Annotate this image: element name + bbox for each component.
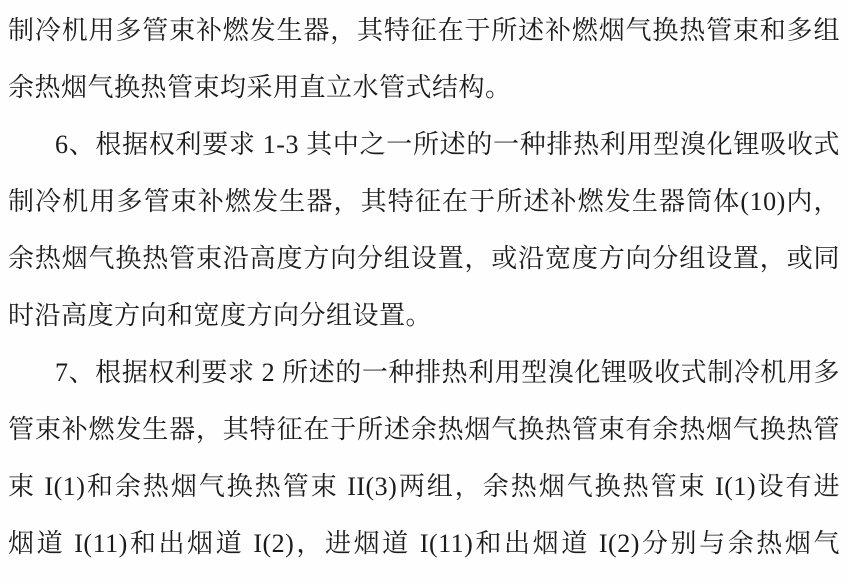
claim-7-start-line: 7、根据权利要求 2 所述的一种排热利用型溴化锂吸收式制冷机用多	[55, 358, 840, 387]
text-line: 制冷机用多管束补燃发生器，其特征在于所述补燃发生器筒体(10)内，	[8, 187, 840, 216]
text-line: 制冷机用多管束补燃发生器，其特征在于所述补燃烟气换热管束和多组	[8, 16, 840, 45]
text-line: 烟道 I(11)和出烟道 I(2)，进烟道 I(11)和出烟道 I(2)分别与余热烟气	[8, 529, 840, 558]
text-line: 束 I(1)和余热烟气换热管束 II(3)两组，余热烟气换热管束 I(1)设有进	[8, 472, 840, 501]
claim-6-start-line: 6、根据权利要求 1-3 其中之一所述的一种排热利用型溴化锂吸收式	[55, 130, 840, 159]
text-line: 管束补燃发生器，其特征在于所述余热烟气换热管束有余热烟气换热管	[8, 415, 840, 444]
text-line: 余热烟气换热管束沿高度方向分组设置，或沿宽度方向分组设置，或同	[8, 244, 840, 273]
text-line: 时沿高度方向和宽度方向分组设置。	[8, 301, 433, 330]
text-line: 余热烟气换热管束均采用直立水管式结构。	[8, 73, 512, 102]
